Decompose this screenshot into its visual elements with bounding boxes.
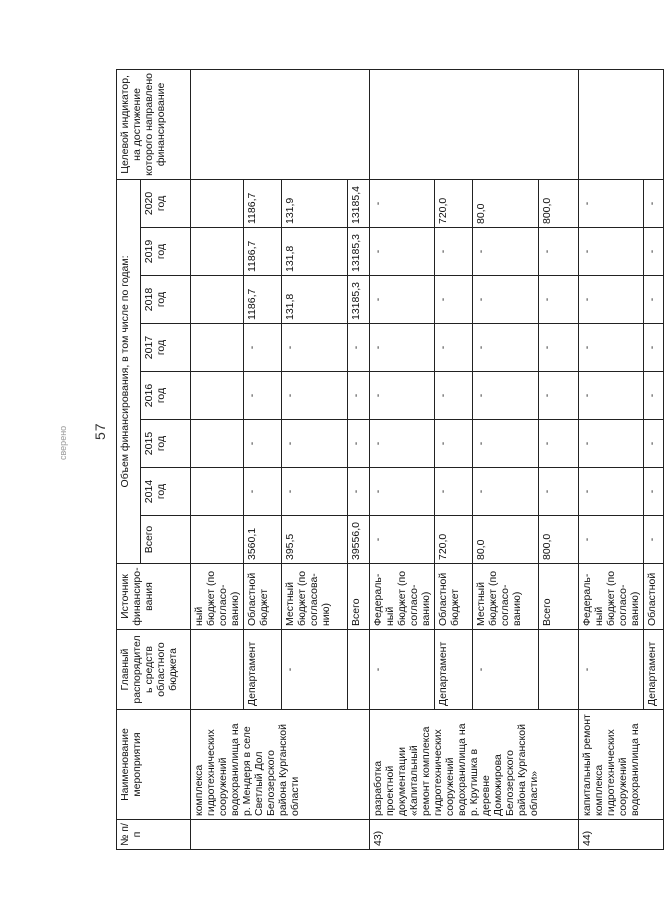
cell-value: - (473, 276, 539, 324)
header-name: Наименование мероприятия (117, 710, 191, 820)
cell-value: 720,0 (435, 179, 473, 227)
cell-value: - (644, 179, 664, 227)
cell-value: - (539, 420, 579, 468)
row-num: 44) (579, 820, 664, 850)
cell-value: - (282, 420, 348, 468)
row-admin: - (473, 630, 539, 710)
cell-value: 131,9 (282, 179, 348, 227)
row-admin: Департамент (244, 630, 282, 710)
row-source: Федераль-ный бюджет (по согласо-ванию) (370, 564, 435, 630)
cell-value: - (579, 420, 644, 468)
page-number: 57 (92, 422, 108, 440)
cell-value: - (435, 420, 473, 468)
cell-value: - (370, 228, 435, 276)
cell-value: - (282, 468, 348, 516)
cell-value: 80,0 (473, 179, 539, 227)
row-admin (348, 630, 370, 710)
row-admin: - (579, 630, 644, 710)
cell-value: - (435, 276, 473, 324)
cell-value: - (579, 228, 644, 276)
cell-value: 13185,4 (348, 179, 370, 227)
row-source: Местный бюджет (по согласова-нию) (282, 564, 348, 630)
row-total: 80,0 (473, 516, 539, 564)
row-name: капитальный ремонт комплекса гидротехнических сооружений водохранилища на (579, 710, 664, 820)
row-indicator (191, 69, 370, 179)
row-total: 3560,1 (244, 516, 282, 564)
cell-value: - (473, 324, 539, 372)
cell-value (191, 179, 244, 227)
row-admin: - (282, 630, 348, 710)
row-source: Областной бюджет (435, 564, 473, 630)
cell-value: - (370, 468, 435, 516)
row-admin (191, 630, 244, 710)
cell-value: 131,8 (282, 276, 348, 324)
cell-value: - (644, 420, 664, 468)
row-name: комплекса гидротехнических сооружений водохранилища на р. Мендеря в селе Светлый Дол Белозерского района Курганской области (191, 710, 370, 820)
header-year: 2020 год (141, 179, 191, 227)
header-indicator: Целевой индикатор, на достижение которого направлено финансирование (117, 69, 191, 179)
cell-value (191, 372, 244, 420)
cell-value: - (579, 468, 644, 516)
cell-value: - (579, 372, 644, 420)
stamp-mark: сверено (58, 425, 68, 460)
row-source: Всего (348, 564, 370, 630)
row-total: 800,0 (539, 516, 579, 564)
row-source: Местный бюджет (по согласо-ванию) (473, 564, 539, 630)
cell-value (191, 228, 244, 276)
cell-value: - (435, 324, 473, 372)
row-indicator (370, 69, 579, 179)
row-admin: Департамент (644, 630, 664, 710)
cell-value: - (579, 179, 644, 227)
cell-value: - (348, 468, 370, 516)
cell-value (191, 324, 244, 372)
header-year: 2017 год (141, 324, 191, 372)
row-total: - (370, 516, 435, 564)
cell-value: - (579, 276, 644, 324)
cell-value: - (644, 324, 664, 372)
cell-value: 13185,3 (348, 276, 370, 324)
cell-value: - (370, 276, 435, 324)
cell-value: 13185,3 (348, 228, 370, 276)
cell-value: - (348, 420, 370, 468)
cell-value: - (348, 324, 370, 372)
cell-value: - (370, 179, 435, 227)
row-source: Областной бюджет (244, 564, 282, 630)
header-year: 2016 год (141, 372, 191, 420)
row-source: ный бюджет (по согласо-ванию) (191, 564, 244, 630)
row-total: - (579, 516, 644, 564)
row-total: - (644, 516, 664, 564)
cell-value: - (579, 324, 644, 372)
row-num: 43) (370, 820, 579, 850)
cell-value: - (539, 372, 579, 420)
cell-value: - (370, 324, 435, 372)
cell-value: - (244, 324, 282, 372)
row-admin: Департамент (435, 630, 473, 710)
cell-value: - (244, 468, 282, 516)
row-indicator (579, 69, 664, 179)
cell-value: - (539, 324, 579, 372)
cell-value: - (539, 228, 579, 276)
cell-value: - (473, 420, 539, 468)
row-total (191, 516, 244, 564)
cell-value (191, 276, 244, 324)
cell-value: - (370, 372, 435, 420)
cell-value: - (539, 276, 579, 324)
cell-value: - (644, 372, 664, 420)
cell-value: - (435, 372, 473, 420)
cell-value: - (644, 276, 664, 324)
row-total: 39556,0 (348, 516, 370, 564)
cell-value: 131,8 (282, 228, 348, 276)
cell-value: - (473, 468, 539, 516)
cell-value: - (435, 468, 473, 516)
row-source: Всего (539, 564, 579, 630)
cell-value (191, 420, 244, 468)
row-num (191, 820, 370, 850)
row-name: разработка проектной документации «Капитальный ремонт комплекса гидротехнических сооружений водохранилища на р. Крутишка в деревне Доможирова Белозерского района Курганской области» (370, 710, 579, 820)
header-volume: Объем финансирования, в том числе по годам: (117, 179, 141, 563)
row-admin: - (370, 630, 435, 710)
cell-value: - (244, 372, 282, 420)
cell-value: - (435, 228, 473, 276)
cell-value: - (473, 228, 539, 276)
cell-value: 1186,7 (244, 179, 282, 227)
table-row (579, 69, 644, 849)
row-admin (539, 630, 579, 710)
cell-value: 800,0 (539, 179, 579, 227)
cell-value: - (282, 372, 348, 420)
cell-value (191, 468, 244, 516)
financing-table (116, 69, 664, 850)
cell-value: 1186,7 (244, 276, 282, 324)
cell-value: - (282, 324, 348, 372)
row-total: 395,5 (282, 516, 348, 564)
header-total: Всего (141, 516, 191, 564)
header-year: 2014 год (141, 468, 191, 516)
cell-value: - (370, 420, 435, 468)
cell-value: 1186,7 (244, 228, 282, 276)
cell-value: - (644, 228, 664, 276)
row-total: 720,0 (435, 516, 473, 564)
header-num: № п/п (117, 820, 191, 850)
cell-value: - (348, 372, 370, 420)
rotated-table-container (116, 70, 658, 850)
cell-value: - (644, 468, 664, 516)
row-source: Федераль-ный бюджет (по согласо-ванию) (579, 564, 644, 630)
table-row (370, 69, 435, 849)
header-admin: Главный распорядитель средств областного бюджета (117, 630, 191, 710)
cell-value: - (539, 468, 579, 516)
table-row (191, 69, 244, 849)
header-year: 2018 год (141, 276, 191, 324)
cell-value: - (473, 372, 539, 420)
header-year: 2019 год (141, 228, 191, 276)
row-source: Областной (644, 564, 664, 630)
cell-value: - (244, 420, 282, 468)
header-year: 2015 год (141, 420, 191, 468)
header-source: Источник финансиро-вания (117, 564, 191, 630)
